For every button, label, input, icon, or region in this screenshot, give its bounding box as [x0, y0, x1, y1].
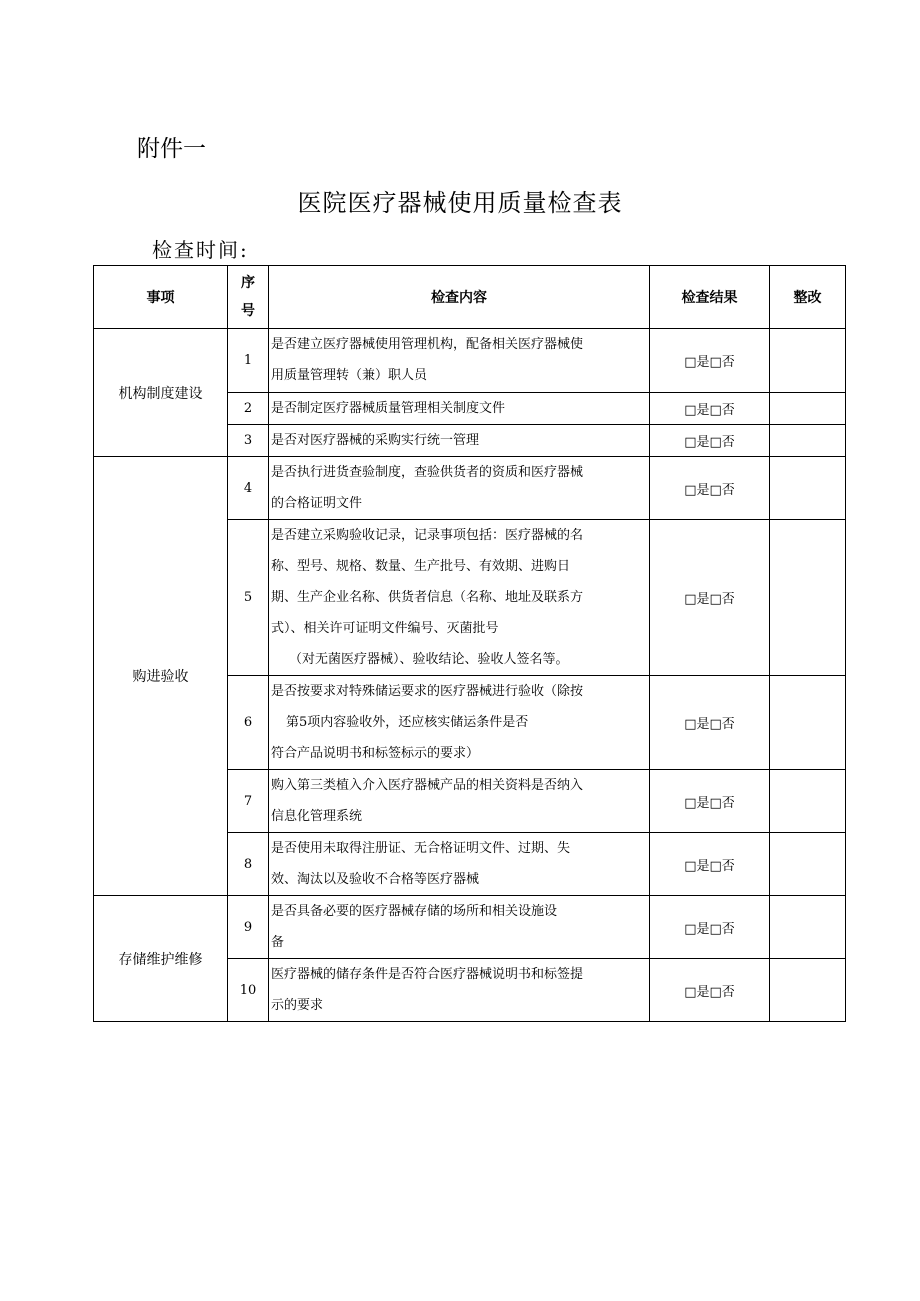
inspection-table [93, 265, 846, 1022]
result-checkbox[interactable]: □是□否 [650, 833, 770, 896]
page-title: 医院医疗器械使用质量检查表 [297, 189, 623, 217]
rectify-cell[interactable] [770, 520, 846, 676]
content-line: 称、型号、规格、数量、生产批号、有效期、进购日 [271, 559, 571, 574]
row-number: 8 [228, 833, 269, 896]
table-row [94, 896, 846, 959]
header-seq-line2: 号 [241, 303, 255, 319]
result-checkbox[interactable]: □是□否 [650, 329, 770, 393]
content-line: 是否制定医疗器械质量管理相关制度文件 [271, 401, 506, 416]
row-number: 2 [228, 393, 269, 425]
row-number: 5 [228, 520, 269, 676]
rectify-cell[interactable] [770, 393, 846, 425]
result-checkbox[interactable]: □是□否 [650, 457, 770, 520]
result-checkbox[interactable]: □是□否 [650, 520, 770, 676]
header-result: 检查结果 [650, 266, 770, 329]
row-content [269, 676, 650, 770]
rectify-cell[interactable] [770, 676, 846, 770]
content-line: 式）、相关许可证明文件编号、灭菌批号 [271, 621, 499, 636]
row-content [269, 425, 650, 457]
row-content [269, 520, 650, 676]
row-content [269, 833, 650, 896]
row-content [269, 770, 650, 833]
content-line: 用质量管理转（兼）职人员 [271, 368, 428, 383]
header-category: 事项 [94, 266, 228, 329]
result-checkbox[interactable]: □是□否 [650, 959, 770, 1022]
inspection-time-label: 检查时间: [152, 238, 249, 262]
category-cell: 存储维护维修 [94, 896, 228, 1022]
row-content [269, 457, 650, 520]
result-checkbox[interactable]: □是□否 [650, 676, 770, 770]
header-content: 检查内容 [269, 266, 650, 329]
content-line: 符合产品说明书和标签标示的要求） [271, 746, 480, 761]
content-line: 效、淘汰以及验收不合格等医疗器械 [271, 872, 480, 887]
content-line: 备 [271, 935, 285, 950]
content-line: 是否建立医疗器械使用管理机构，配备相关医疗器械使 [271, 337, 584, 352]
content-line: 的合格证明文件 [271, 496, 363, 511]
rectify-cell[interactable] [770, 457, 846, 520]
result-checkbox[interactable]: □是□否 [650, 896, 770, 959]
content-line: 第5项内容验收外，还应核实储运条件是否 [286, 715, 529, 730]
category-cell: 购进验收 [94, 457, 228, 896]
row-number: 6 [228, 676, 269, 770]
content-line: 示的要求 [271, 998, 324, 1013]
content-line: 是否建立采购验收记录，记录事项包括：医疗器械的名 [271, 528, 584, 543]
content-line: 是否具备必要的医疗器械存储的场所和相关设施设 [271, 904, 558, 919]
header-seq [228, 266, 269, 329]
table-row [94, 457, 846, 520]
content-line: 信息化管理系统 [271, 809, 363, 824]
content-line: 期、生产企业名称、供货者信息（名称、地址及联系方 [271, 590, 584, 605]
row-number: 1 [228, 329, 269, 393]
result-checkbox[interactable]: □是□否 [650, 393, 770, 425]
table-row [94, 329, 846, 393]
content-line: 是否执行进货查验制度，查验供货者的资质和医疗器械 [271, 465, 584, 480]
result-checkbox[interactable]: □是□否 [650, 770, 770, 833]
rectify-cell[interactable] [770, 896, 846, 959]
header-rectify: 整改 [770, 266, 846, 329]
row-number: 3 [228, 425, 269, 457]
row-number: 9 [228, 896, 269, 959]
row-number: 4 [228, 457, 269, 520]
rectify-cell[interactable] [770, 425, 846, 457]
row-content [269, 896, 650, 959]
row-content [269, 959, 650, 1022]
category-cell: 机构制度建设 [94, 329, 228, 457]
rectify-cell[interactable] [770, 959, 846, 1022]
rectify-cell[interactable] [770, 833, 846, 896]
result-checkbox[interactable]: □是□否 [650, 425, 770, 457]
content-line: （对无菌医疗器械）、验收结论、验收人签名等。 [289, 652, 569, 667]
content-line: 是否使用未取得注册证、无合格证明文件、过期、失 [271, 841, 571, 856]
header-row [94, 266, 846, 329]
rectify-cell[interactable] [770, 770, 846, 833]
attachment-label: 附件一 [137, 136, 206, 162]
row-number: 7 [228, 770, 269, 833]
content-line: 是否按要求对特殊储运要求的医疗器械进行验收（除按 [271, 684, 584, 699]
content-line: 是否对医疗器械的采购实行统一管理 [271, 433, 480, 448]
row-content [269, 329, 650, 393]
row-content [269, 393, 650, 425]
row-number: 10 [228, 959, 269, 1022]
content-line: 医疗器械的储存条件是否符合医疗器械说明书和标签提 [271, 967, 584, 982]
rectify-cell[interactable] [770, 329, 846, 393]
header-seq-line1: 序 [241, 275, 255, 291]
content-line: 购入第三类植入介入医疗器械产品的相关资料是否纳入 [271, 778, 584, 793]
